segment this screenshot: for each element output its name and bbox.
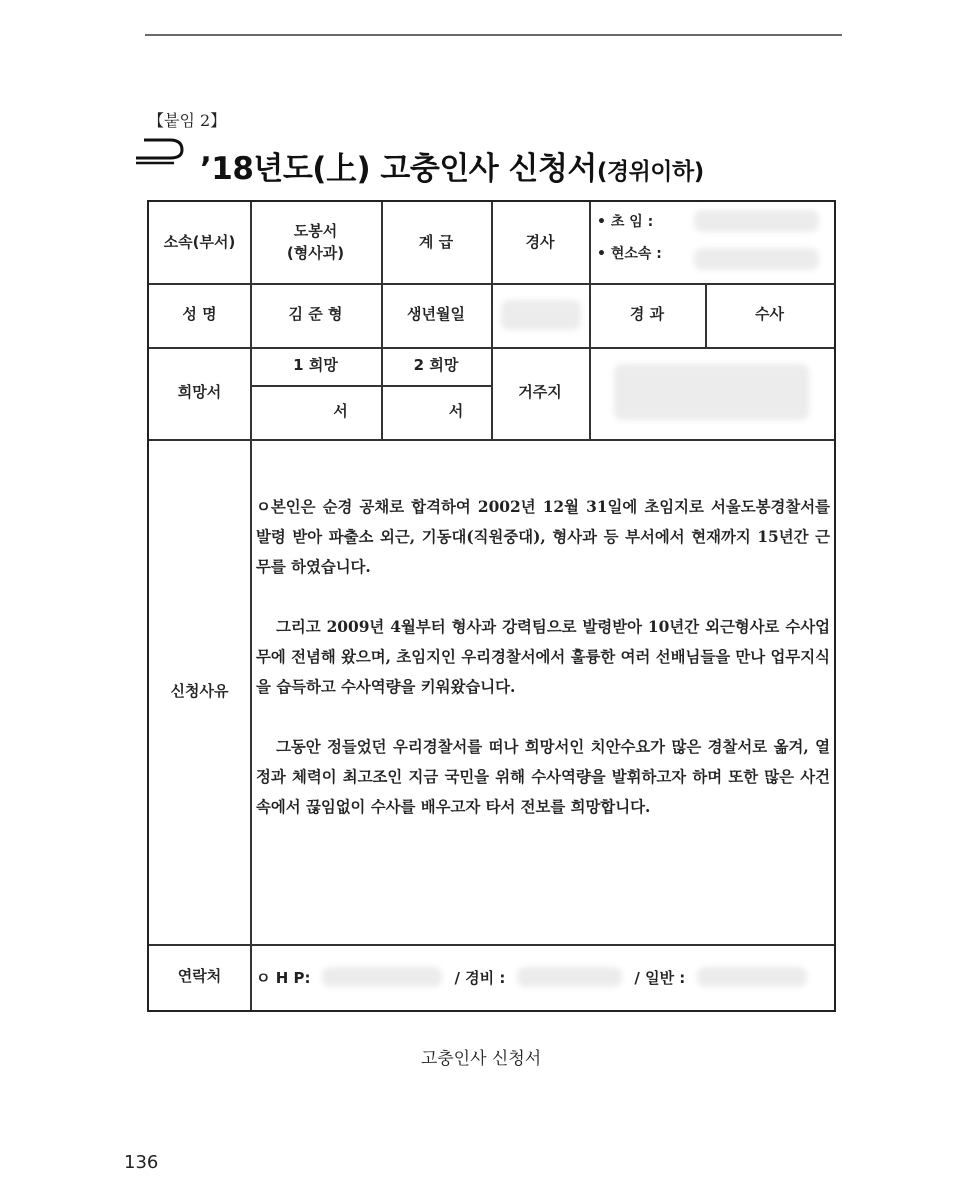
wish1-label: 1 희망 (293, 356, 338, 375)
redacted-general (697, 967, 807, 987)
reason-paragraph: 그동안 정들었던 우리경찰서를 떠나 희망서인 치안수요가 많은 경찰서로 옮겨, 열정과 체력이 최고조인 지금 국민을 위해 수사역량을 발휘하고자 하며 또한 많은 사건 속에서 끊임없이 수사를 배우고자 타서 전보를 희망합니다. (256, 738, 830, 816)
rank-value: 경사 (525, 232, 555, 251)
wish2-label: 2 희망 (413, 356, 459, 375)
name-value: 김 준 형 (288, 305, 343, 324)
first-post-label: • 초 임 : (597, 214, 654, 230)
residence-label: 거주지 (518, 383, 562, 402)
dept-label: 경 과 (629, 305, 665, 324)
affiliation-value-line1: 도봉서 (293, 221, 338, 240)
redacted-residence (614, 364, 809, 420)
contact-hp: ㅇ H P: (256, 968, 311, 987)
attachment-label: 【붙임 2】 (148, 111, 227, 130)
affiliation-label: 소속(부서) (163, 232, 236, 251)
contact-general: / 일반 : (634, 968, 686, 987)
rank-label: 계 급 (418, 232, 454, 251)
application-form (147, 200, 836, 1012)
redacted-birth (501, 300, 581, 330)
reason-paragraph: ㅇ본인은 순경 공채로 합격하여 2002년 12월 31일에 초임지로 서울도봉경찰서를 발령 받아 파출소 외근, 기동대(직원중대), 형사과 등 부서에서 현재까지 15년간 근무를 하였습니다. (256, 498, 830, 576)
title-suffix: (경위이하) (596, 159, 704, 185)
contact-values (256, 946, 807, 1008)
name-label: 성 명 (182, 305, 217, 324)
redacted-office (517, 967, 622, 987)
affiliation-value-line2: (형사과) (286, 243, 345, 262)
paperclip-icon (134, 136, 190, 166)
title-main: ’18년도(上) 고충인사 신청서 (200, 151, 597, 187)
redacted-hp (322, 967, 442, 987)
document-title (200, 143, 704, 188)
current-post-label: • 현소속 : (597, 246, 662, 263)
top-rule (145, 34, 842, 36)
redacted-first-post (694, 210, 819, 232)
reason-body (256, 492, 830, 822)
reason-paragraph: 그리고 2009년 4월부터 형사과 강력팀으로 발령받아 10년간 외근형사로 수사업무에 전념해 왔으며, 초임지인 우리경찰서에서 훌륭한 여러 선배님들을 만나 업무지식을 습득하고 수사역량을 키워왔습니다. (256, 618, 830, 696)
row-divider (149, 439, 834, 441)
affiliation-value (250, 202, 381, 283)
figure-caption: 고충인사 신청서 (420, 1049, 542, 1069)
reason-label: 신청사유 (170, 681, 229, 700)
contact-label: 연락처 (177, 967, 222, 986)
page-number: 136 (124, 1152, 159, 1173)
wish2-value: 서 (448, 402, 464, 421)
birth-label: 생년월일 (407, 305, 465, 324)
dept-value: 수사 (755, 305, 784, 324)
contact-office: / 경비 : (454, 968, 506, 987)
wish-label: 희망서 (177, 383, 222, 402)
redacted-current-post (694, 248, 819, 270)
wish1-value: 서 (333, 402, 348, 421)
